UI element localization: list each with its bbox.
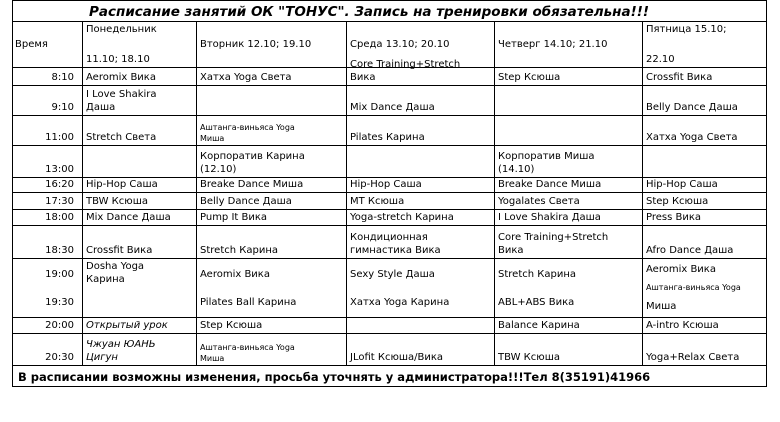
schedule-cell (83, 68, 197, 86)
cell-text: Аштанга-виньяса Yoga (200, 123, 295, 132)
cell-text: Pilates Карина (350, 132, 425, 143)
cell-text: A-intro Ксюша (646, 320, 719, 331)
schedule-cell (83, 178, 197, 193)
time-cell (12, 210, 83, 226)
schedule-cell (83, 86, 197, 116)
time-cell (12, 334, 83, 366)
schedule-cell (347, 146, 495, 178)
time-cell (12, 178, 83, 193)
schedule-cell (347, 259, 495, 318)
cell-text: 9:10 (51, 102, 74, 113)
cell-text: 18:00 (45, 212, 74, 223)
schedule-cell (197, 318, 347, 334)
schedule-cell (643, 334, 767, 366)
schedule-cell (643, 68, 767, 86)
schedule-cell (643, 318, 767, 334)
cell-text: 11:00 (45, 132, 74, 143)
cell-text: (14.10) (498, 164, 535, 175)
time-cell (12, 193, 83, 210)
cell-text: Aeromix Вика (86, 72, 156, 83)
cell-text: Хатха Yoga Карина (350, 296, 450, 308)
schedule-cell (347, 226, 495, 259)
schedule-cell (197, 86, 347, 116)
cell-text: Yogalates Света (498, 196, 580, 207)
cell-text: 19:00 (45, 268, 74, 280)
time-cell (12, 116, 83, 146)
cell-text: Четверг 14.10; 21.10 (498, 39, 608, 50)
cell-text: 16:20 (45, 179, 74, 190)
schedule-cell (83, 116, 197, 146)
cell-text: Корпоратив Миша (498, 151, 595, 162)
time-cell (12, 259, 83, 318)
cell-text: Mix Dance Даша (86, 212, 171, 223)
schedule-cell (347, 318, 495, 334)
schedule-cell (643, 210, 767, 226)
schedule-cell (197, 193, 347, 210)
schedule-cell (495, 178, 643, 193)
cell-text: TBW Ксюша (86, 196, 148, 207)
schedule-cell (495, 226, 643, 259)
cell-text: гимнастика Вика (350, 245, 441, 256)
cell-text: Аштанга-виньяса Yoga (200, 343, 295, 352)
cell-text: Yoga-stretch Карина (350, 212, 454, 223)
cell-text: Aeromix Вика (646, 264, 716, 276)
cell-text: Step Ксюша (498, 72, 561, 83)
cell-text: Balance Карина (498, 320, 580, 331)
cell-text: Core Training+Stretch (498, 232, 609, 243)
header-day-5 (643, 22, 767, 68)
cell-text: TBW Ксюша (498, 352, 560, 363)
cell-text: Чжуан ЮАНЬ (86, 339, 156, 350)
cell-text: 13:00 (45, 164, 74, 175)
cell-text: Пятница 15.10; (646, 24, 727, 35)
cell-text: Pump It Вика (200, 212, 268, 223)
cell-text: Цигун (86, 352, 118, 363)
cell-text: Аштанга-виньяса Yoga (646, 283, 741, 293)
schedule-cell (83, 259, 197, 318)
cell-text: Yoga+Relax Света (646, 352, 740, 363)
schedule-cell (347, 116, 495, 146)
schedule-cell (347, 210, 495, 226)
header-day-4 (495, 22, 643, 68)
cell-text: Press Вика (646, 212, 702, 223)
page-title: Расписание занятий ОК "ТОНУС". Запись на тренировки обязательна!!! (83, 0, 767, 22)
cell-text: Миша (646, 300, 677, 312)
schedule-cell (495, 86, 643, 116)
cell-text: 22.10 (646, 54, 675, 65)
schedule-cell (643, 178, 767, 193)
cell-text: Хатха Yoga Света (200, 72, 292, 83)
schedule-cell (347, 193, 495, 210)
time-cell (12, 318, 83, 334)
cell-text: Hip-Hop Саша (350, 179, 422, 190)
cell-text: Step Ксюша (200, 320, 263, 331)
schedule-cell (197, 334, 347, 366)
cell-text: Открытый урок (86, 320, 168, 331)
cell-text: Step Ксюша (646, 196, 709, 207)
cell-text: Belly Dance Даша (646, 102, 738, 113)
cell-text: Belly Dance Даша (200, 196, 292, 207)
header-day-2 (197, 22, 347, 68)
footer-note: В расписании возможны изменения, просьба уточнять у администратора!!!Тел 8(35191)41966 (12, 366, 767, 387)
cell-text: Stretch Карина (498, 268, 576, 280)
schedule-cell (83, 318, 197, 334)
cell-text: Хатха Yoga Света (646, 132, 738, 143)
cell-text: ABL+ABS Вика (498, 296, 575, 308)
cell-text: Вика (350, 72, 376, 83)
cell-text: Карина (86, 274, 125, 285)
cell-text: Stretch Света (86, 132, 157, 143)
header-day-1 (83, 22, 197, 68)
cell-text: Среда 13.10; 20.10 (350, 39, 450, 50)
schedule-sheet (12, 0, 767, 387)
cell-text: Crossfit Вика (646, 72, 713, 83)
schedule-cell (347, 86, 495, 116)
cell-text: Pilates Ball Карина (200, 296, 297, 308)
schedule-cell (643, 116, 767, 146)
cell-text: Вторник 12.10; 19.10 (200, 39, 312, 50)
cell-text: Core Training+Stretch (350, 59, 461, 70)
cell-text: Миша (200, 354, 225, 363)
schedule-cell (197, 68, 347, 86)
cell-text: Кондиционная (350, 232, 428, 243)
schedule-cell (495, 146, 643, 178)
cell-text: Hip-Hop Саша (86, 179, 158, 190)
schedule-cell (197, 226, 347, 259)
cell-text: Crossfit Вика (86, 245, 153, 256)
cell-text: Время (15, 39, 48, 50)
time-cell (12, 86, 83, 116)
schedule-cell (83, 226, 197, 259)
cell-text: 11.10; 18.10 (86, 54, 150, 65)
schedule-cell (495, 193, 643, 210)
schedule-cell (643, 226, 767, 259)
schedule-cell (197, 178, 347, 193)
cell-text: Sexy Style Даша (350, 268, 435, 280)
schedule-cell (83, 146, 197, 178)
cell-text: Даша (86, 102, 116, 113)
cell-text: 20:30 (45, 352, 74, 363)
cell-text: 19:30 (45, 296, 74, 308)
schedule-cell (83, 334, 197, 366)
time-cell (12, 226, 83, 259)
cell-text: Миша (200, 134, 225, 143)
cell-text: Вика (498, 245, 524, 256)
header-time (12, 22, 83, 68)
time-cell (12, 68, 83, 86)
cell-text: Понедельник (86, 24, 157, 35)
cell-text: 17:30 (45, 196, 74, 207)
schedule-cell (83, 193, 197, 210)
schedule-cell (643, 193, 767, 210)
cell-text: JLofit Ксюша/Вика (350, 352, 444, 363)
time-cell (12, 146, 83, 178)
cell-text: 8:10 (51, 72, 74, 83)
cell-text: Breake Dance Миша (200, 179, 304, 190)
cell-text: Stretch Карина (200, 245, 278, 256)
cell-text: Afro Dance Даша (646, 245, 734, 256)
cell-text: (12.10) (200, 164, 237, 175)
schedule-cell (197, 210, 347, 226)
cell-text: MT Ксюша (350, 196, 405, 207)
schedule-cell (347, 178, 495, 193)
schedule-cell (495, 259, 643, 318)
title-spacer (12, 0, 83, 22)
cell-text: Mix Dance Даша (350, 102, 435, 113)
schedule-cell (495, 318, 643, 334)
schedule-cell (643, 259, 767, 318)
cell-text: 20:00 (45, 320, 74, 331)
schedule-cell (197, 259, 347, 318)
schedule-cell (83, 210, 197, 226)
cell-text: Корпоратив Карина (200, 151, 305, 162)
schedule-cell (495, 210, 643, 226)
cell-text: I Love Shakira (86, 89, 157, 100)
schedule-cell (495, 116, 643, 146)
schedule-cell (347, 59, 495, 86)
schedule-cell (495, 68, 643, 86)
cell-text: I Love Shakira Даша (498, 212, 601, 223)
cell-text: Dosha Yoga (86, 261, 145, 272)
cell-text: Aeromix Вика (200, 268, 270, 280)
cell-text: Hip-Hop Саша (646, 179, 718, 190)
schedule-cell (643, 146, 767, 178)
cell-text: 18:30 (45, 245, 74, 256)
cell-text: Breake Dance Миша (498, 179, 602, 190)
schedule-cell (495, 334, 643, 366)
schedule-cell (643, 86, 767, 116)
schedule-cell (197, 116, 347, 146)
schedule-cell (197, 146, 347, 178)
schedule-cell (347, 334, 495, 366)
